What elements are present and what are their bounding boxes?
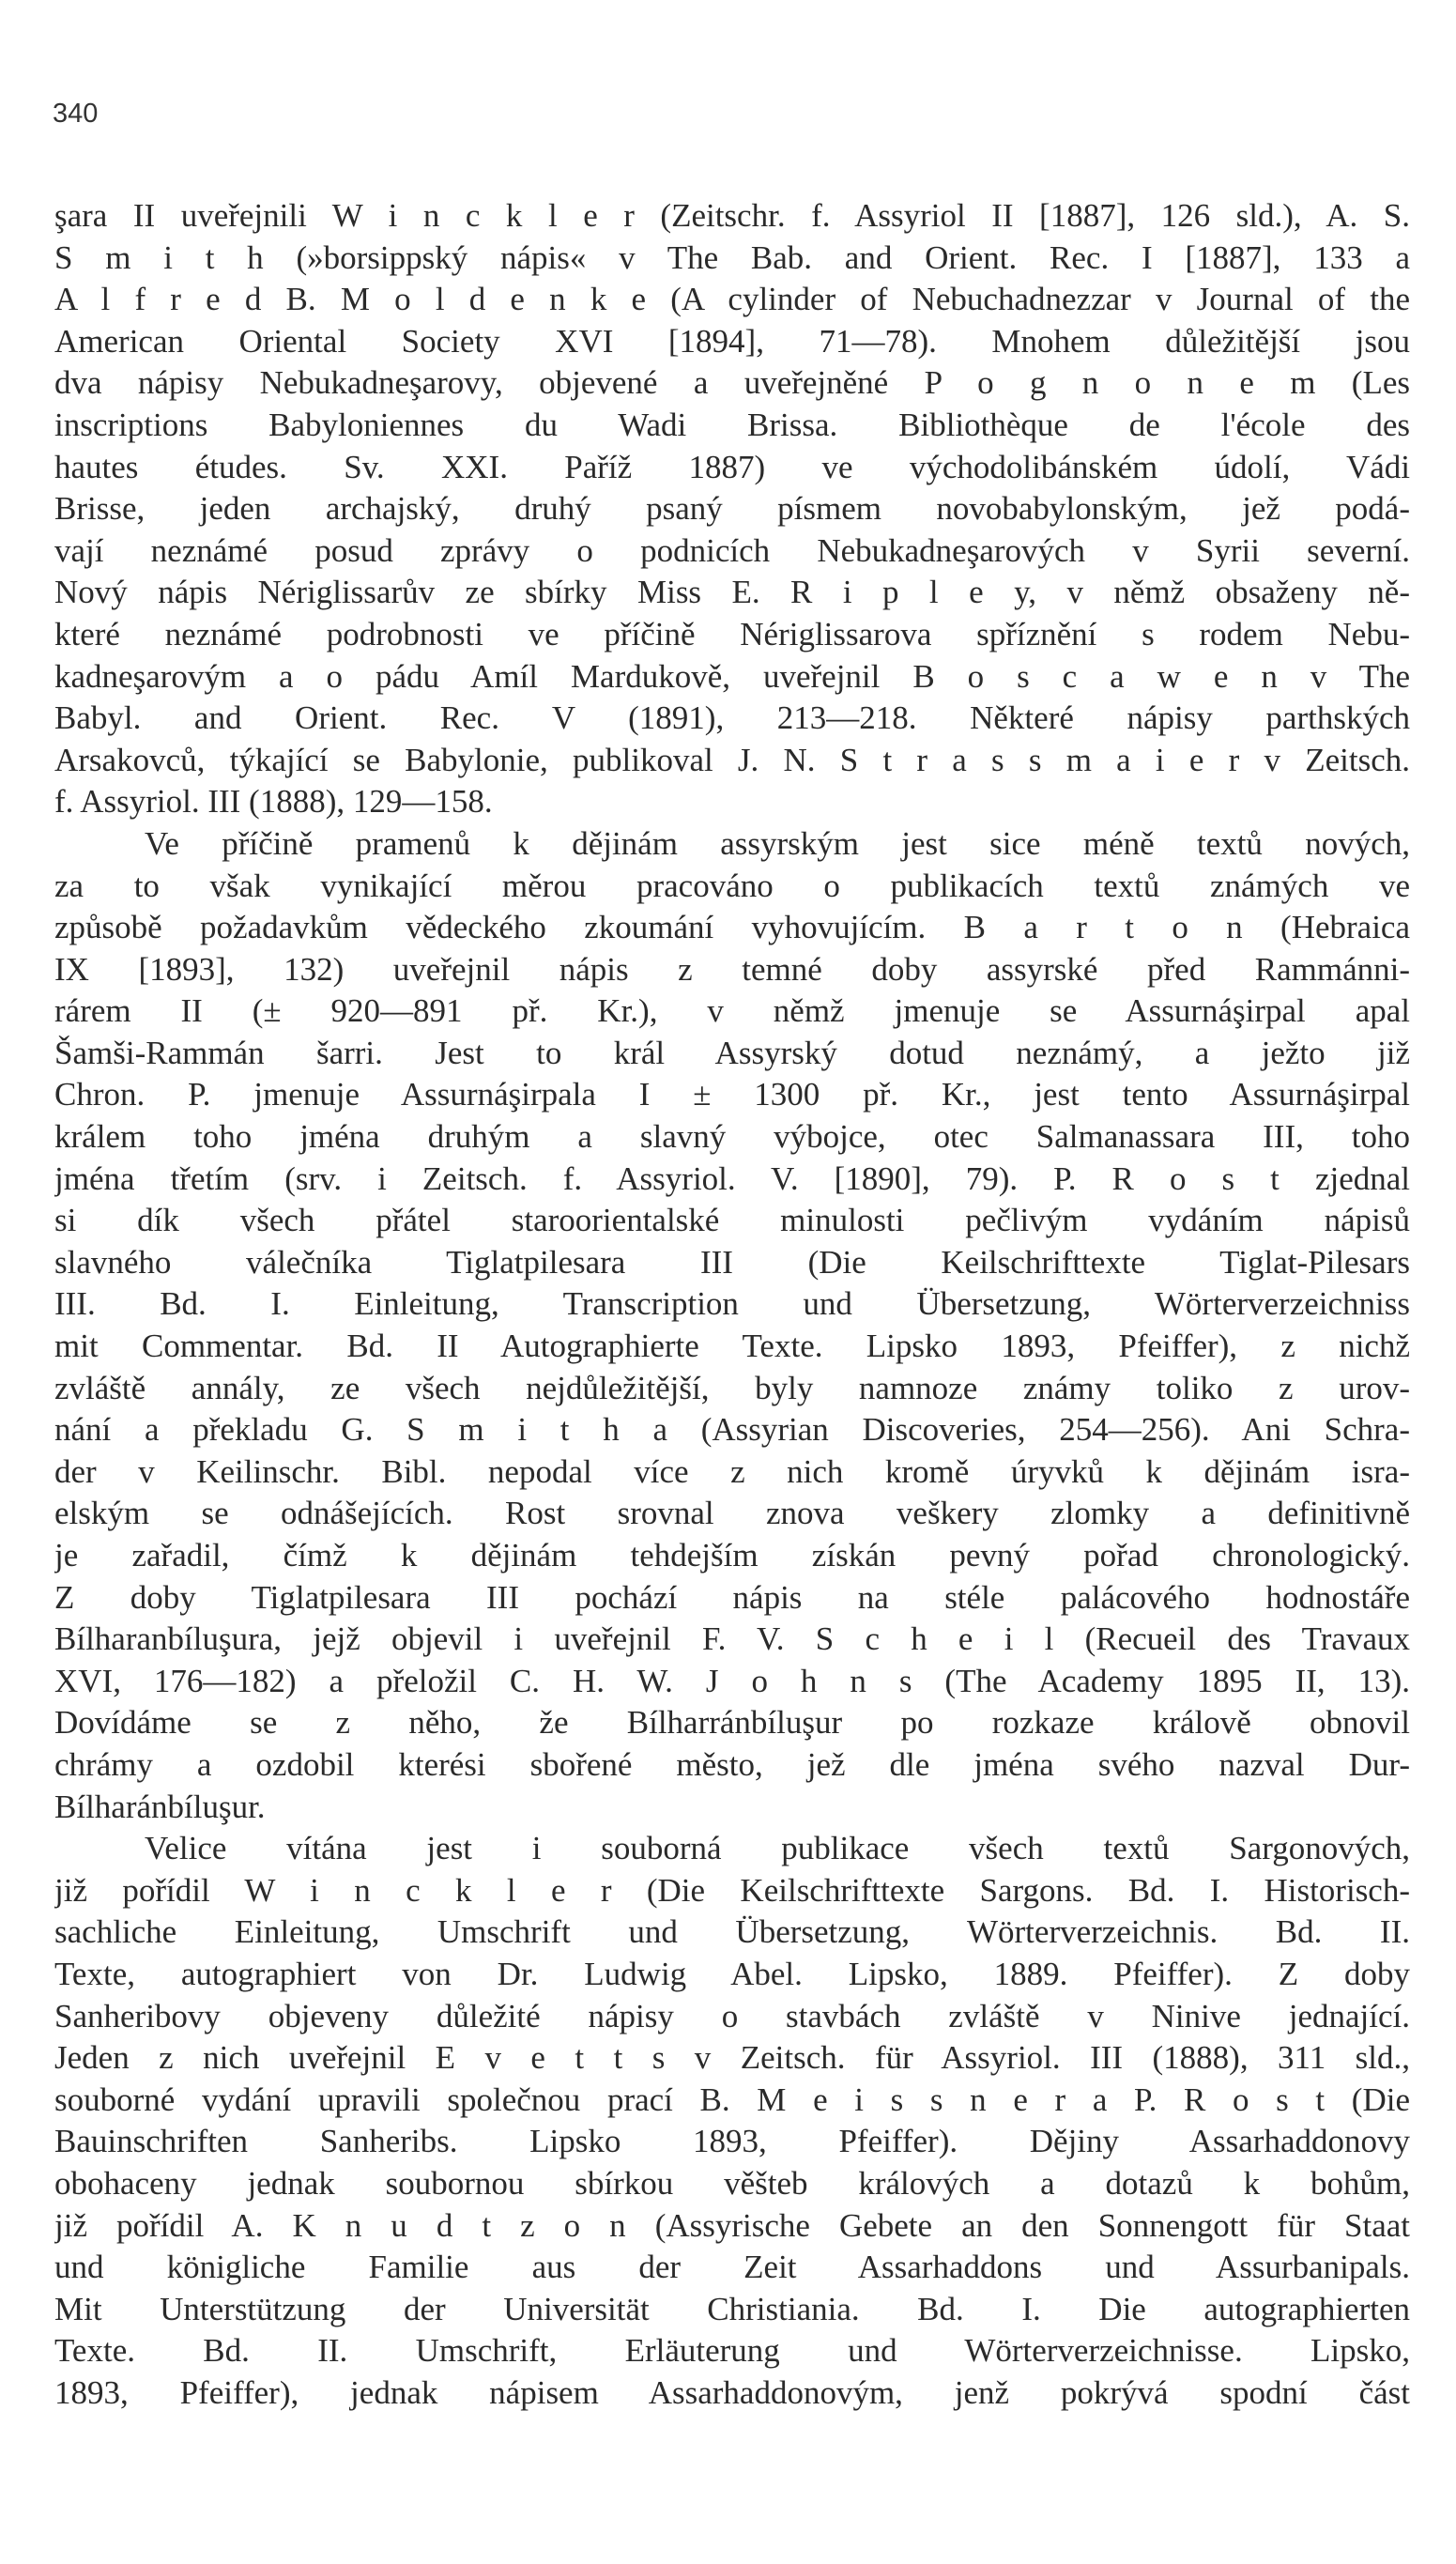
text-line: chrámy a ozdobil kterési sbořené město, jež dle jména svého nazval Dur- bbox=[54, 1745, 1410, 1783]
text-line: Bauinschriften Sanheribs. Lipsko 1893, Pfeiffer). Dějiny Assarhaddonovy bbox=[54, 2123, 1410, 2160]
text-line: kadneşarovým a o pádu Amíl Mardukově, uveřejnil B o s c a w e n v The bbox=[54, 657, 1410, 695]
text-line: jména třetím (srv. i Zeitsch. f. Assyriol. V. [1890], 79). P. R o s t zjednal bbox=[54, 1159, 1410, 1197]
text-line: Babyl. and Orient. Rec. V (1891), 213—218. Některé nápisy parthských bbox=[54, 699, 1410, 737]
text-line: Bílharanbíluşura, jejž objevil i uveřejnil F. V. S c h e i l (Recueil des Travaux bbox=[54, 1620, 1410, 1658]
text-line: sachliche Einleitung, Umschrift und Übersetzung, Wörterverzeichnis. Bd. II. bbox=[54, 1913, 1410, 1951]
text-line: der v Keilinschr. Bibl. nepodal více z nich kromě úryvků k dějinám isra- bbox=[54, 1452, 1410, 1490]
text-line: Arsakovců, týkající se Babylonie, publikoval J. N. S t r a s s m a i e r v Zeitsch. bbox=[54, 741, 1410, 778]
text-line: IX [1893], 132) uveřejnil nápis z temné doby assyrské před Rammánni- bbox=[54, 950, 1410, 988]
text-line: Nový nápis Nériglissarův ze sbírky Miss E. R i p l e y, v němž obsaženy ně- bbox=[54, 574, 1410, 611]
text-line: dva nápisy Nebukadneşarovy, objevené a uveřejněné P o g n o n e m (Les bbox=[54, 364, 1410, 402]
text-line: rárem II (± 920—891 př. Kr.), v němž jmenuje se Assurnáşirpal apal bbox=[54, 992, 1410, 1030]
text-line: které neznámé podrobnosti ve příčině Nériglissarova spříznění s rodem Nebu- bbox=[54, 615, 1410, 653]
text-line: Chron. P. jmenuje Assurnáşirpala I ± 1300 př. Kr., jest tento Assurnáşirpal bbox=[54, 1076, 1410, 1113]
text-line: je zařadil, čímž k dějinám tehdejším získán pevný pořad chronologický. bbox=[54, 1537, 1410, 1574]
paragraph-end-line: f. Assyriol. III (1888), 129—158. bbox=[54, 783, 493, 821]
text-line: Texte. Bd. II. Umschrift, Erläuterung und Wörterverzeichnisse. Lipsko, bbox=[54, 2332, 1410, 2370]
text-line: souborné vydání upravili společnou prací B. M e i s s n e r a P. R o s t (Die bbox=[54, 2080, 1410, 2118]
text-line: A l f r e d B. M o l d e n k e (A cylinder of Nebuchadnezzar v Journal of the bbox=[54, 281, 1410, 318]
text-line: nání a překladu G. S m i t h a (Assyrian Discoveries, 254—256). Ani Schra- bbox=[54, 1411, 1410, 1449]
text-line: Sanheribovy objeveny důležité nápisy o stavbách zvláště v Ninive jednající. bbox=[54, 1997, 1410, 2034]
text-line: vají neznámé posud zprávy o podnicích Nebukadneşarových v Syrii severní. bbox=[54, 531, 1410, 569]
text-line: Z doby Tiglatpilesara III pochází nápis na stéle palácového hodnostáře bbox=[54, 1578, 1410, 1616]
text-line: Mit Unterstützung der Universität Christiania. Bd. I. Die autographierten bbox=[54, 2290, 1410, 2327]
text-line: mit Commentar. Bd. II Autographierte Texte. Lipsko 1893, Pfeiffer), z nichž bbox=[54, 1328, 1410, 1365]
body-text bbox=[54, 195, 1410, 2414]
text-line: králem toho jména druhým a slavný výbojce, otec Salmanassara III, toho bbox=[54, 1118, 1410, 1156]
text-line: Dovídáme se z něho, že Bílharránbíluşur po rozkaze králově obnovil bbox=[54, 1704, 1410, 1742]
paragraph-end-line: Bílharánbíluşur. bbox=[54, 1788, 266, 1825]
text-line: zvláště annály, ze všech nejdůležitější, byly namnoze známy toliko z urov- bbox=[54, 1369, 1410, 1406]
text-line: Jeden z nich uveřejnil E v e t t s v Zeitsch. für Assyriol. III (1888), 311 sld., bbox=[54, 2039, 1410, 2077]
text-line: şara II uveřejnili W i n c k l e r (Zeitschr. f. Assyriol II [1887], 126 sld.), A. S. bbox=[54, 197, 1410, 234]
text-line: slavného válečníka Tiglatpilesara III (Die Keilschrifttexte Tiglat-Pilesars bbox=[54, 1243, 1410, 1281]
text-line: Brisse, jeden archajský, druhý psaný písmem novobabylonským, jež podá- bbox=[54, 490, 1410, 528]
text-line: Šamši-Rammán šarri. Jest to král Assyrský dotud neznámý, a ježto již bbox=[54, 1034, 1410, 1071]
page-number: 340 bbox=[53, 99, 99, 129]
text-line: III. Bd. I. Einleitung, Transcription und Übersetzung, Wörterverzeichniss bbox=[54, 1285, 1410, 1323]
paragraph-start-line: Velice vítána jest i souborná publikace všech textů Sargonových, bbox=[145, 1830, 1410, 1867]
text-line: und königliche Familie aus der Zeit Assarhaddons und Assurbanipals. bbox=[54, 2249, 1410, 2286]
text-line: S m i t h (»borsippský nápis« v The Bab. and Orient. Rec. I [1887], 133 a bbox=[54, 238, 1410, 276]
text-line: hautes études. Sv. XXI. Paříž 1887) ve východolibánském údolí, Vádi bbox=[54, 448, 1410, 485]
text-line: American Oriental Society XVI [1894], 71—78). Mnohem důležitější jsou bbox=[54, 322, 1410, 360]
text-line: Texte, autographiert von Dr. Ludwig Abel. Lipsko, 1889. Pfeiffer). Z doby bbox=[54, 1955, 1410, 1992]
text-line: 1893, Pfeiffer), jednak nápisem Assarhaddonovým, jenž pokrývá spodní část bbox=[54, 2373, 1410, 2411]
text-line: způsobě požadavkům vědeckého zkoumání vyhovujícím. B a r t o n (Hebraica bbox=[54, 909, 1410, 946]
text-line: inscriptions Babyloniennes du Wadi Brissa. Bibliothèque de l'école des bbox=[54, 406, 1410, 443]
text-line: za to však vynikající měrou pracováno o publikacích textů známých ve bbox=[54, 867, 1410, 904]
text-line: si dík všech přátel staroorientalské minulosti pečlivým vydáním nápisů bbox=[54, 1202, 1410, 1239]
paragraph-start-line: Ve příčině pramenů k dějinám assyrským jest sice méně textů nových, bbox=[145, 824, 1410, 862]
text-line: již pořídil W i n c k l e r (Die Keilschrifttexte Sargons. Bd. I. Historisch- bbox=[54, 1871, 1410, 1909]
text-line: již pořídil A. K n u d t z o n (Assyrische Gebete an den Sonnengott für Staat bbox=[54, 2206, 1410, 2244]
text-line: elským se odnášejících. Rost srovnal znova veškery zlomky a definitivně bbox=[54, 1495, 1410, 1532]
text-line: XVI, 176—182) a přeložil C. H. W. J o h n s (The Academy 1895 II, 13). bbox=[54, 1662, 1410, 1699]
text-line: obohaceny jednak soubornou sbírkou věšteb králových a dotazů k bohům, bbox=[54, 2164, 1410, 2202]
